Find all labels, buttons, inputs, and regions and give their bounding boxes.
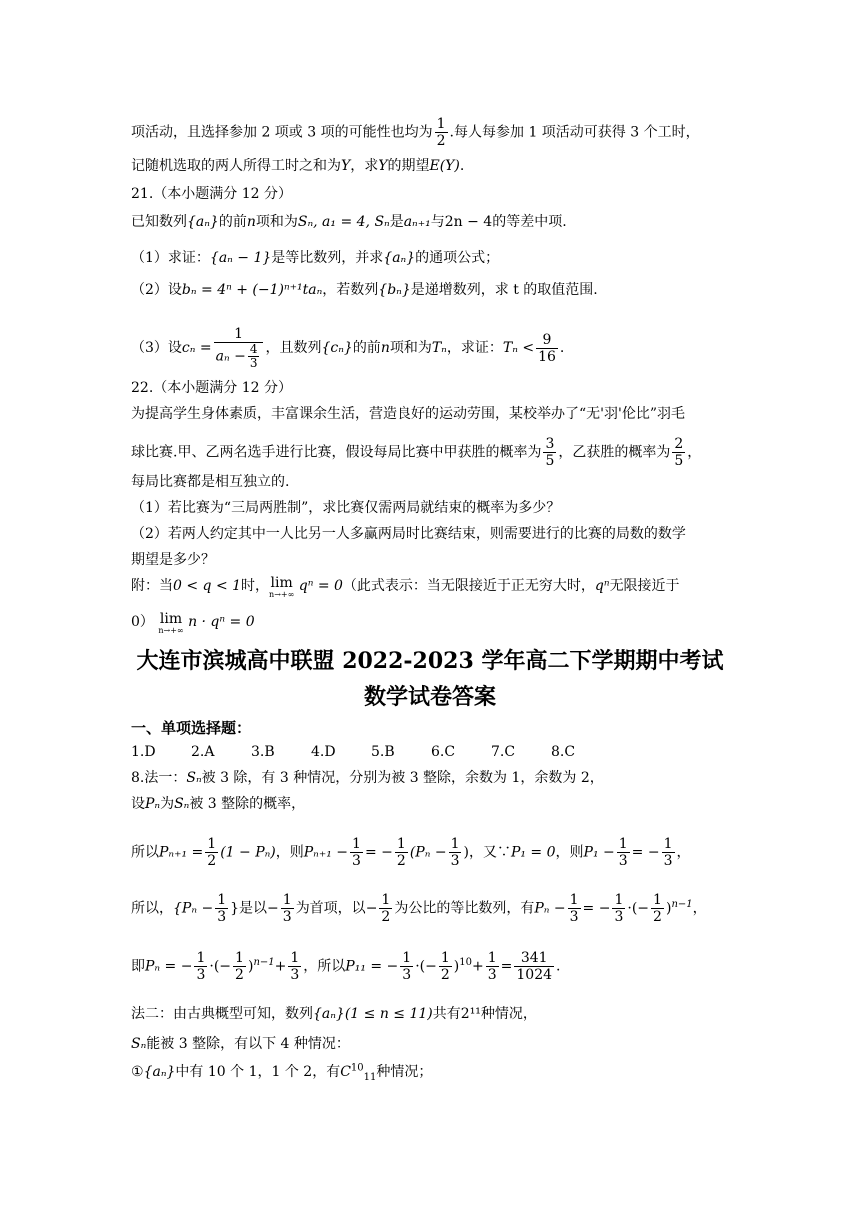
q22-line-2: 球比赛.甲、乙两名选手进行比赛，假设每局比赛中甲获胜的概率为 $\frac{3}{5}$ ，乙获胜的概率为 $\frac{2}{5}$ ，	[131, 436, 702, 469]
sol8-method2-line-1: 法二：由古典概型可知，数列{aₙ}(1 ≤ n ≤ 11)共有2¹¹种情况，	[131, 1006, 537, 1022]
answer-title-line-1: 大连市滨城高中联盟 2022-2023 学年高二下学期期中考试	[136, 648, 724, 674]
sol8-method2-line-3: ①{aₙ}中有 10 个 1，1 个 2，有$C^{10}_{11}$种情况；	[131, 1062, 433, 1083]
answer-item: 8.C	[551, 744, 576, 760]
fraction-two-fifths: $\frac{2}{5}$	[674, 436, 684, 469]
answer-title-line-2: 数学试卷答案	[363, 684, 496, 710]
q22-header: 22.（本小题满分 12 分）	[131, 380, 292, 396]
answer-item: 6.C	[431, 744, 456, 760]
sol8-line-4: 所以，{Pₙ − $\frac{1}{3}$ }是以− $\frac{1}{3}$ 为首项，以− $\frac{1}{2}$ 为公比的等比数列，有Pₙ − $\frac{1}{3}$ = − $\frac{1}{3}$ ·(− $\frac{1}{2}$ )$^{n-1}$，	[131, 892, 707, 925]
q22-part-2-line-1: （2）若两人约定其中一人比另一人多赢两局时比赛结束，则需要进行的比赛的局数的数学	[131, 526, 686, 542]
sol8-line-1: 8.法一：Sₙ被 3 除，有 3 种情况，分别为被 3 整除，余数为 1，余数为 2，	[131, 770, 604, 786]
sol8-line-2: 设Pₙ为Sₙ被 3 整除的概率，	[131, 796, 306, 812]
fraction-cn: 1 aₙ − $\frac{4}{3}$	[214, 326, 264, 370]
q22-line-3: 每局比赛都是相互独立的.	[131, 474, 290, 490]
q21-part-2: （2）设bₙ = 4ⁿ + (−1)ⁿ⁺¹taₙ，若数列{bₙ}是递增数列，求 t 的取值范围.	[131, 282, 598, 298]
answer-item: 4.D	[311, 744, 336, 760]
sol8-method2-line-2: Sₙ能被 3 整除，有以下 4 种情况：	[131, 1036, 350, 1052]
q21-part-3: （3）设cₙ = 1 aₙ − $\frac{4}{3}$ ，且数列{cₙ}的前n项和为Tₙ，求证：Tₙ < $\frac{9}{16}$ .	[131, 326, 565, 370]
fraction-one-half: $\frac{1}{2}$	[436, 116, 446, 149]
section-heading: 一、单项选择题：	[131, 719, 252, 737]
answer-item: 3.B	[251, 744, 275, 760]
sol8-line-3: 所以Pₙ₊₁ = $\frac{1}{2}$ (1 − Pₙ)，则Pₙ₊₁ − $\frac{1}{3}$ = − $\frac{1}{2}$ (Pₙ − $\frac{1}{3}$ )，又∵P₁ = 0，则P₁ − $\frac{1}{3}$ = − $\frac{1}{3}$ ，	[131, 836, 691, 869]
answer-item: 1.D	[131, 744, 156, 760]
q20-line-2: 记随机选取的两人所得工时之和为Y，求Y的期望E(Y).	[131, 158, 465, 174]
fraction-nine-sixteenths: $\frac{9}{16}$	[538, 331, 556, 365]
q22-note: 附：当0 < q < 1时， lim n→+∞ qⁿ = 0（此式表示：当无限接近于正无穷大时，qⁿ无限接近于	[131, 575, 680, 599]
limit-expression-2: lim n→+∞	[158, 611, 184, 635]
answer-item: 7.C	[491, 744, 516, 760]
q22-part-2-line-2: 期望是多少？	[131, 552, 215, 568]
answer-item: 2.A	[191, 744, 215, 760]
q22-note-cont: 0） lim n→+∞ n · qⁿ = 0	[131, 611, 255, 635]
sol8-line-5: 即Pₙ = − $\frac{1}{3}$ ·(− $\frac{1}{2}$ )$^{n-1}$+ $\frac{1}{3}$ ，所以P₁₁ = − $\frac{1}{3}$ ·(− $\frac{1}{2}$ )$^{10}$+ $\frac{1}{3}$ = $\frac{341}{1024}$ .	[131, 950, 561, 983]
q21-header: 21.（本小题满分 12 分）	[131, 186, 292, 202]
q20-line-1: 项活动，且选择参加 2 项或 3 项的可能性也均为 $\frac{1}{2}$ .每人每参加 1 项活动可获得 3 个工时，	[131, 116, 700, 149]
fraction-three-fifths: $\frac{3}{5}$	[545, 436, 555, 469]
q22-line-1: 为提高学生身体素质，丰富课余生活，营造良好的运动劳围，某校举办了“无'羽'伦比”羽毛	[131, 406, 686, 422]
q22-part-1: （1）若比赛为“三局两胜制”，求比赛仅需两局就结束的概率为多少？	[131, 500, 561, 516]
q21-part-1: （1）求证：{aₙ − 1}是等比数列，并求{aₙ}的通项公式；	[131, 250, 500, 266]
answer-key-row	[131, 742, 611, 762]
q21-stem: 已知数列{aₙ}的前n项和为Sₙ, a₁ = 4, Sₙ是aₙ₊₁与2n − 4的等差中项.	[131, 214, 567, 230]
answer-item: 5.B	[371, 744, 395, 760]
limit-expression-1: lim n→+∞	[269, 575, 295, 599]
